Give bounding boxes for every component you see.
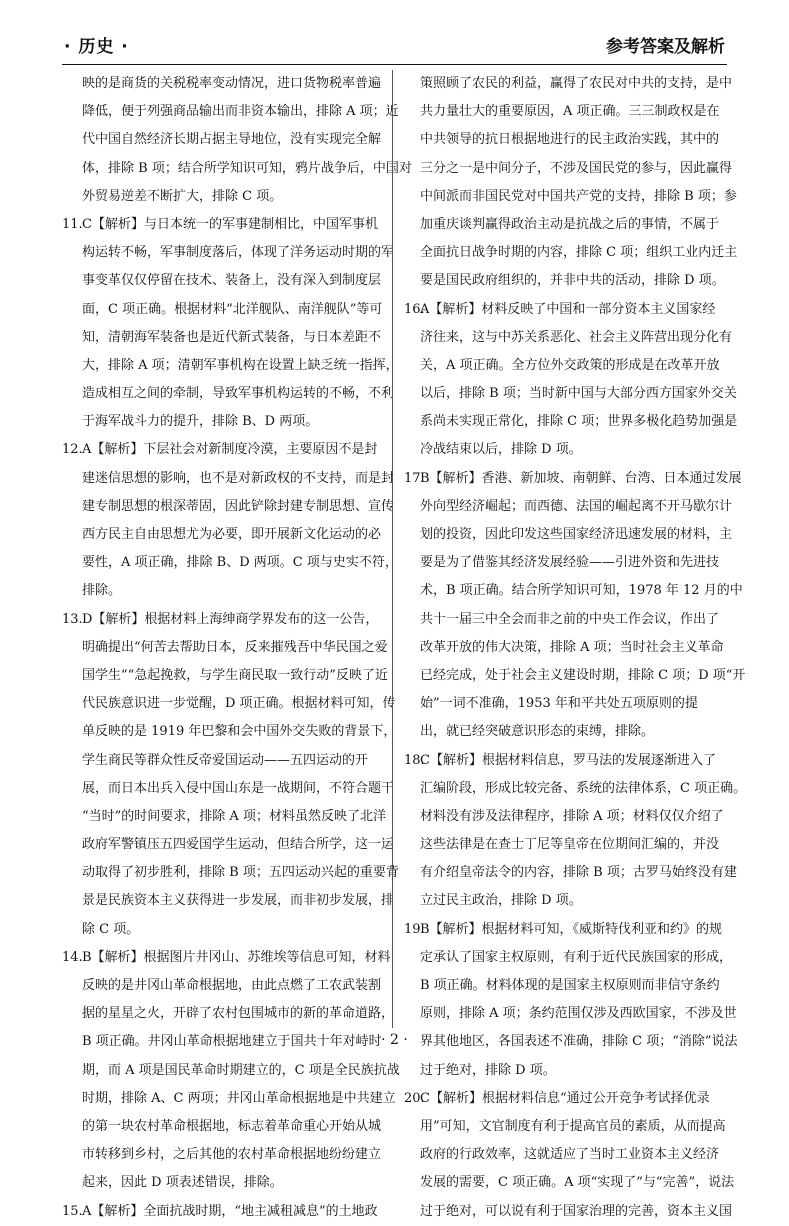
text-line	[404, 718, 706, 746]
line-text: 汇编阶段，形成比较完备、系统的法律体系，C 项正确。	[420, 780, 747, 796]
text-line	[82, 98, 399, 126]
text-line	[82, 70, 384, 98]
text-line	[404, 549, 720, 577]
text-line	[82, 1057, 400, 1085]
line-text: 用”可知，文官制度有利于提高官员的素质，从而提高	[420, 1118, 726, 1134]
text-line	[82, 126, 384, 154]
text-line	[62, 211, 384, 239]
text-line	[82, 493, 395, 521]
question-number: 12.	[62, 442, 83, 458]
text-line	[404, 803, 724, 831]
text-line	[62, 436, 384, 464]
text-line	[404, 972, 720, 1000]
line-text: 政府的行政效率，这就适应了当时工业资本主义经济	[420, 1147, 720, 1163]
line-text: 降低，便于列强商品输出而非资本输出，排除 A 项；近	[82, 104, 399, 120]
line-text: 映的是商货的关税税率变动情况，进口货物税率普遍	[82, 76, 382, 91]
line-text: 术，B 项正确。结合所学知识可知，1978 年 12 月的中	[420, 583, 743, 599]
text-line	[404, 1141, 720, 1169]
text-line	[404, 324, 733, 352]
text-line	[82, 831, 395, 859]
line-text: 系尚未实现正常化，排除 C 项；世界多极化趋势加强是	[420, 414, 738, 430]
text-line	[82, 380, 395, 408]
line-text: 面，C 项正确。根据材料“北洋舰队、南洋舰队”等可	[82, 301, 383, 317]
line-text: 除 C 项。	[82, 921, 140, 937]
line-text: 要是为了借鉴其经济发展经验——引进外资和先进技	[420, 555, 720, 571]
line-text: A【解析】全面抗战时期，“地主减租减息”的土地政	[82, 1203, 378, 1219]
text-line	[82, 1169, 384, 1197]
left-column	[62, 70, 412, 1226]
text-line	[82, 1085, 396, 1113]
line-text: “当时”的时间要求，排除 A 项；材料虽然反映了北洋	[82, 808, 386, 824]
line-text: B【解析】香港、新加坡、南朝鲜、台湾、日本通过发展	[420, 470, 742, 486]
line-text: C【解析】根据材料信息，罗马法的发展逐渐进入了	[420, 752, 716, 768]
line-text: 共十一届三中全会而非之前的中央工作会议，作出了	[420, 611, 720, 627]
text-line	[62, 944, 391, 972]
text-line	[404, 606, 720, 634]
question-number: 13.	[62, 611, 83, 627]
line-text: 动取得了初步胜利，排除 B 项；五四运动兴起的重要背	[82, 865, 399, 881]
line-text: 知，清朝海军装备也是近代新式装备，与日本差距不	[82, 329, 382, 345]
right-column	[404, 70, 747, 1226]
line-text: 材料没有涉及法律程序，排除 A 项；材料仅仅介绍了	[420, 808, 724, 824]
line-text: 学生商民等群众性反帝爱国运动——五四运动的开	[82, 752, 369, 768]
line-text: 以后，排除 B 项；当时新中国与大部分西方国家外交关	[420, 386, 737, 402]
text-line	[82, 1113, 384, 1141]
text-line	[404, 859, 737, 887]
line-text: 济往来，这与中苏关系恶化、社会主义阵营出现分化有	[420, 329, 733, 345]
line-text: 这些法律是在查士丁尼等皇帝在位期间汇编的，并没	[420, 837, 720, 853]
text-line	[404, 577, 743, 605]
text-line	[404, 98, 720, 126]
text-line	[82, 1141, 384, 1169]
text-line	[404, 747, 716, 775]
line-text: 改革开放的伟大决策，排除 A 项；当时社会主义革命	[420, 639, 724, 655]
text-line	[82, 747, 384, 775]
text-line	[82, 352, 399, 380]
line-text: 于海军战斗力的提升，排除 B、D 两项。	[82, 414, 319, 430]
line-text: 市转移到乡村，之后其他的农村革命根据地纷纷建立	[82, 1147, 382, 1163]
text-line	[404, 1169, 735, 1197]
line-text: 据的星星之火，开辟了农村包围城市的新的革命道路，	[82, 1006, 395, 1022]
line-text: 划的投资，因此印发这些国家经济迅速发展的材料，主	[420, 527, 733, 542]
line-text: B【解析】根据图片井冈山、苏维埃等信息可知，材料	[82, 949, 391, 965]
text-line	[82, 521, 384, 549]
subject-label: · 历史 ·	[64, 37, 129, 57]
line-text: 建专制思想的根深蒂固，因此铲除封建专制思想、宣传	[82, 498, 395, 514]
text-line	[82, 296, 384, 324]
line-text: C【解析】与日本统一的军事建制相比，中国军事机	[82, 216, 378, 232]
line-text: 原则，排除 A 项；条约范围仅涉及西欧国家，不涉及世	[420, 1006, 737, 1022]
text-line	[82, 549, 398, 577]
text-line	[404, 521, 733, 549]
line-text: 排除。	[82, 583, 122, 599]
text-line	[404, 1000, 737, 1028]
line-text: 建迷信思想的影响，也不是对新政权的不支持，而是封	[82, 470, 395, 486]
text-line	[82, 718, 397, 746]
line-text: 国学生”“急起挽救，与学生商民取一致行动”反映了近	[82, 667, 388, 683]
line-text: 始”一词不准确，1953 年和平共处五项原则的提	[420, 696, 698, 712]
text-line	[82, 916, 384, 944]
line-text: B 项正确。材料体现的是国家主权原则而非信守条约	[420, 978, 720, 993]
text-line	[404, 352, 720, 380]
text-line	[404, 380, 737, 408]
text-line	[82, 972, 384, 1000]
text-line	[404, 436, 706, 464]
line-text: 已经完成，处于社会主义建设时期，排除 C 项；D 项“开	[420, 667, 746, 683]
line-text: 事变革仅仅停留在技术、装备上，没有深入到制度层	[82, 273, 382, 289]
text-line	[404, 662, 746, 690]
line-text: 期，而 A 项是国民革命时期建立的，C 项是全民族抗战	[82, 1062, 400, 1078]
text-line	[404, 408, 738, 436]
line-text: C【解析】根据材料信息“通过公开竞争考试择优录	[420, 1090, 710, 1106]
line-text: 代中国自然经济长期占据主导地位，没有实现完全解	[82, 132, 382, 148]
question-number: 16.	[404, 301, 425, 317]
text-line	[404, 1057, 706, 1085]
text-line	[82, 775, 395, 803]
question-number: 15.	[62, 1203, 83, 1219]
text-line	[82, 887, 395, 915]
line-text: 立过民主政治，排除 D 项。	[420, 893, 582, 909]
text-line	[404, 70, 733, 98]
line-text: 界其他地区，各国表述不准确，排除 C 项；“消除”说法	[420, 1034, 738, 1050]
page-number: · 2 ·	[381, 1032, 408, 1048]
text-line	[404, 1085, 710, 1113]
text-line	[82, 183, 384, 211]
line-text: 冷战结束以后，排除 D 项。	[420, 442, 582, 458]
text-line	[82, 662, 388, 690]
text-line	[82, 324, 384, 352]
line-text: 有介绍皇帝法令的内容，排除 B 项；古罗马始终没有建	[420, 865, 737, 881]
text-line	[82, 690, 396, 718]
line-text: 要性，A 项正确，排除 B、D 两项。C 项与史实不符，	[82, 555, 398, 571]
text-line	[404, 155, 733, 183]
text-line	[82, 465, 395, 493]
text-line	[404, 211, 720, 239]
line-text: 时期，排除 A、C 两项；井冈山革命根据地是中共建立	[82, 1090, 396, 1106]
page-header	[62, 14, 727, 65]
line-text: D【解析】根据材料上海绅商学界发布的这一公告，	[82, 611, 379, 627]
line-text: 过于绝对，排除 D 项。	[420, 1062, 556, 1078]
line-text: 单反映的是 1919 年巴黎和会中国外交失败的背景下，	[82, 724, 397, 740]
text-line	[404, 126, 720, 154]
line-text: 发展的需要，C 项正确。A 项“实现了”与“完善”，说法	[420, 1175, 735, 1191]
line-text: 过于绝对，可以说有利于国家治理的完善，资本主义国	[420, 1203, 733, 1219]
text-line	[404, 239, 738, 267]
text-line	[404, 267, 725, 295]
header-title: 参考答案及解析	[606, 37, 725, 57]
text-line	[404, 296, 716, 324]
line-text: 西方民主自由思想尤为必要，即开展新文化运动的必	[82, 527, 382, 542]
question-number: 19.	[404, 921, 425, 937]
line-text: A【解析】材料反映了中国和一部分资本主义国家经	[420, 301, 716, 317]
line-text: 明确提出“何苦去帮助日本，反来摧残吾中华民国之爱	[82, 639, 388, 655]
text-line	[404, 690, 706, 718]
text-line	[404, 916, 723, 944]
line-text: 关，A 项正确。全方位外交政策的形成是在改革开放	[420, 357, 720, 373]
line-text: 代民族意识进一步觉醒，D 项正确。根据材料可知，传	[82, 696, 396, 712]
text-line	[404, 831, 720, 859]
question-number: 20.	[404, 1090, 425, 1106]
text-line	[82, 577, 384, 605]
text-line	[82, 1000, 395, 1028]
text-line	[62, 606, 384, 634]
text-line	[404, 465, 742, 493]
line-text: 构运转不畅，军事制度落后，体现了洋务运动时期的军	[82, 245, 395, 261]
line-text: 体，排除 B 项；结合所学知识可知，鸦片战争后，中国对	[82, 160, 412, 176]
line-text: 大，排除 A 项；清朝军事机构在设置上缺乏统一指挥，	[82, 357, 399, 373]
line-text: 政府军警镇压五四爱国学生运动，但结合所学，这一运	[82, 837, 395, 853]
text-line	[404, 944, 733, 972]
text-line	[404, 887, 706, 915]
line-text: 外向型经济崛起；而西德、法国的崛起离不开马歇尔计	[420, 498, 733, 514]
text-line	[82, 408, 384, 436]
text-line	[404, 1113, 726, 1141]
line-text: 全面抗日战争时期的内容，排除 C 项；组织工业内迁主	[420, 245, 738, 261]
question-number: 18.	[404, 752, 425, 768]
column-divider	[392, 70, 393, 1028]
line-text: 三分之一是中间分子，不涉及国民党的参与，因此赢得	[420, 160, 733, 176]
line-text: 加重庆谈判赢得政治主动是抗战之后的事情，不属于	[420, 216, 720, 232]
text-line	[62, 1198, 384, 1226]
line-text: B 项正确。井冈山革命根据地建立于国共十年对峙时	[82, 1034, 382, 1050]
line-text: A【解析】下层社会对新制度冷漠，主要原因不是封	[82, 442, 378, 458]
text-line	[404, 183, 737, 211]
line-text: 景是民族资本主义获得进一步发展，而非初步发展，排	[82, 893, 395, 909]
line-text: 要是国民政府组织的，并非中共的活动，排除 D 项。	[420, 273, 725, 289]
line-text: 出，就已经突破意识形态的束缚，排除。	[420, 724, 655, 740]
line-text: 外贸易逆差不断扩大，排除 C 项。	[82, 188, 283, 204]
text-line	[82, 239, 395, 267]
text-line	[82, 859, 399, 887]
line-text: 反映的是井冈山革命根据地，由此点燃了工农武装割	[82, 978, 382, 993]
line-text: 中共领导的抗日根据地进行的民主政治实践，其中的	[420, 132, 720, 148]
line-text: 起来，因此 D 项表述错误，排除。	[82, 1175, 283, 1191]
text-line	[82, 803, 384, 831]
line-text: 的第一块农村革命根据地，标志着革命重心开始从城	[82, 1118, 382, 1134]
question-number: 14.	[62, 949, 83, 965]
text-line	[404, 1198, 733, 1226]
question-number: 11.	[62, 216, 83, 232]
text-line	[404, 775, 747, 803]
text-line	[404, 634, 724, 662]
text-line	[82, 634, 388, 662]
line-text: 中间派而非国民党对中国共产党的支持，排除 B 项；参	[420, 188, 737, 204]
text-line	[404, 493, 733, 521]
line-text: 展，而日本出兵入侵中国山东是一战期间，不符合题干	[82, 780, 395, 796]
line-text: 定承认了国家主权原则，有利于近代民族国家的形成，	[420, 949, 733, 965]
line-text: 共力量壮大的重要原因，A 项正确。三三制政权是在	[420, 104, 720, 120]
line-text: 策照顾了农民的利益，赢得了农民对中共的支持，是中	[420, 76, 733, 91]
question-number: 17.	[404, 470, 425, 486]
text-line	[82, 155, 412, 183]
line-text: B【解析】根据材料可知，《威斯特伐利亚和约》的规	[420, 921, 723, 937]
text-line	[82, 267, 384, 295]
line-text: 造成相互之间的牵制，导致军事机构运转的不畅，不利	[82, 386, 395, 402]
